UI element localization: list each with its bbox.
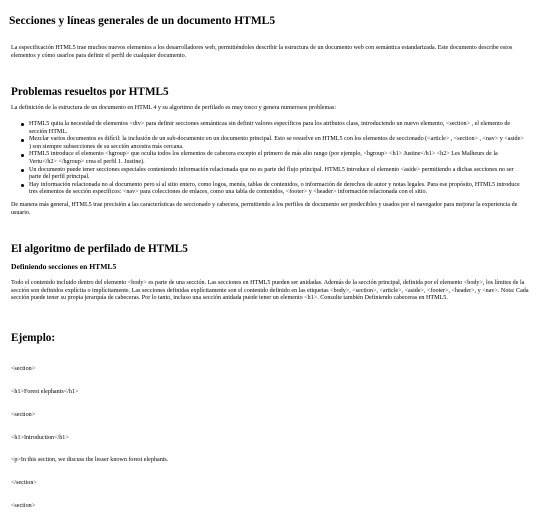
example-code-block (11, 351, 168, 526)
list-item: Hay información relacionada no al documento pero sí al sitio entero, como logos, menús, tablas de contenidos, o información de derechos de autor y notas legales. Para ese propósito, HTML5 introduce tres elementos de sección específicos: <nav> para colecciones de enlaces, como una tabla de contenidos, <footer> y <header> información relacionada con el sitio. (29, 182, 527, 197)
problems-outro: De manera más general, HTML5 trae precisión a las características de seccionado y cabecera, permitiendo a los perfiles de documento ser predecibles y usados por el navegador para mejorar la experiencia de usuario. (11, 202, 518, 216)
problems-list (29, 121, 527, 197)
code-line: <section> (11, 502, 36, 509)
algorithm-heading: El algoritmo de perfilado de HTML5 (11, 243, 188, 255)
problems-heading: Problemas resueltos por HTML5 (11, 86, 169, 98)
code-line: <h1>Forest elephants</h1> (11, 388, 79, 395)
code-line: <section> (11, 366, 36, 373)
page-title: Secciones y líneas generales de un documento HTML5 (9, 15, 276, 27)
list-item: Un documento puede tener secciones especiales conteniendo información relacionada que no es parte del flujo principal. HTML5 introduce el elemento <aside> permitiendo a dichas secciones no ser parte del perfil principal. (29, 167, 527, 182)
list-item: HTML5 quita la necesidad de elementos <div> para definir secciones semánticas sin definir valores específicos para los atributos class, introduciendo un nuevo elemento, <section> , el elemento de sección HTML. (29, 121, 527, 136)
code-line: </section> (11, 480, 37, 487)
code-line: <section> (11, 411, 36, 418)
algorithm-paragraph: Todo el contenido incluido dentro del elemento <body> es parte de una sección. Las secciones en HTML5 pueden ser anidadas. Además de la sección principal, definida por el elemento <body>, los límites de la sección son definidos explícita o implícitamente. Las secciones definidas explícitamente son el contenido definido en las etiquetas <body>, <section>, <article>, <aside>, <footer>, <header>, y <nav>. Nota: Cada sección puede tener su propia jerarquía de cabeceras. Por lo tanto, incluso una sección anidada puede tener un elemento <h1>. Consulte también Definiendo cabeceras en HTML5. (11, 280, 529, 302)
intro-paragraph: La especificación HTML5 trae muchos nuevos elementos a los desarrolladores web, permitiéndoles describir la estructura de un documento web con semántica estandarizada. Este documento describe estos elementos y cómo usarlos para definir el perfil de cualquier documento. (11, 45, 513, 59)
example-heading: Ejemplo: (11, 332, 56, 344)
list-item: Mezclar varios documentos es difícil: la inclusión de un sub-documento en un documento principal. Esto se resuelve en HTML5 con los elementos de seccionado (<article> , <section> , <nav> y <aside> ) son siempre subsecciones de su sección ancestra más cercana. (29, 136, 527, 151)
list-item: HTML5 introduce el elemento <hgroup> que oculta todos los elementos de cabecera excepto el primero de más alto rango (por ejemplo, <hgroup> <h1> Justine</h1> <h2> Les Malheurs de la Vertu</h2> </hgroup> crea el perfil 1. Justine). (29, 151, 527, 166)
algorithm-subheading: Definiendo secciones en HTML5 (11, 262, 117, 271)
code-line: <p>In this section, we discuss the lesser known forest elephants. (11, 457, 169, 464)
problems-intro: La definición de la estructura de un documento en HTML 4 y su algoritmo de perfilado es muy tosco y genera numerosos problemas: (11, 105, 337, 111)
code-line: <h1>Introduction</h1> (11, 434, 69, 441)
